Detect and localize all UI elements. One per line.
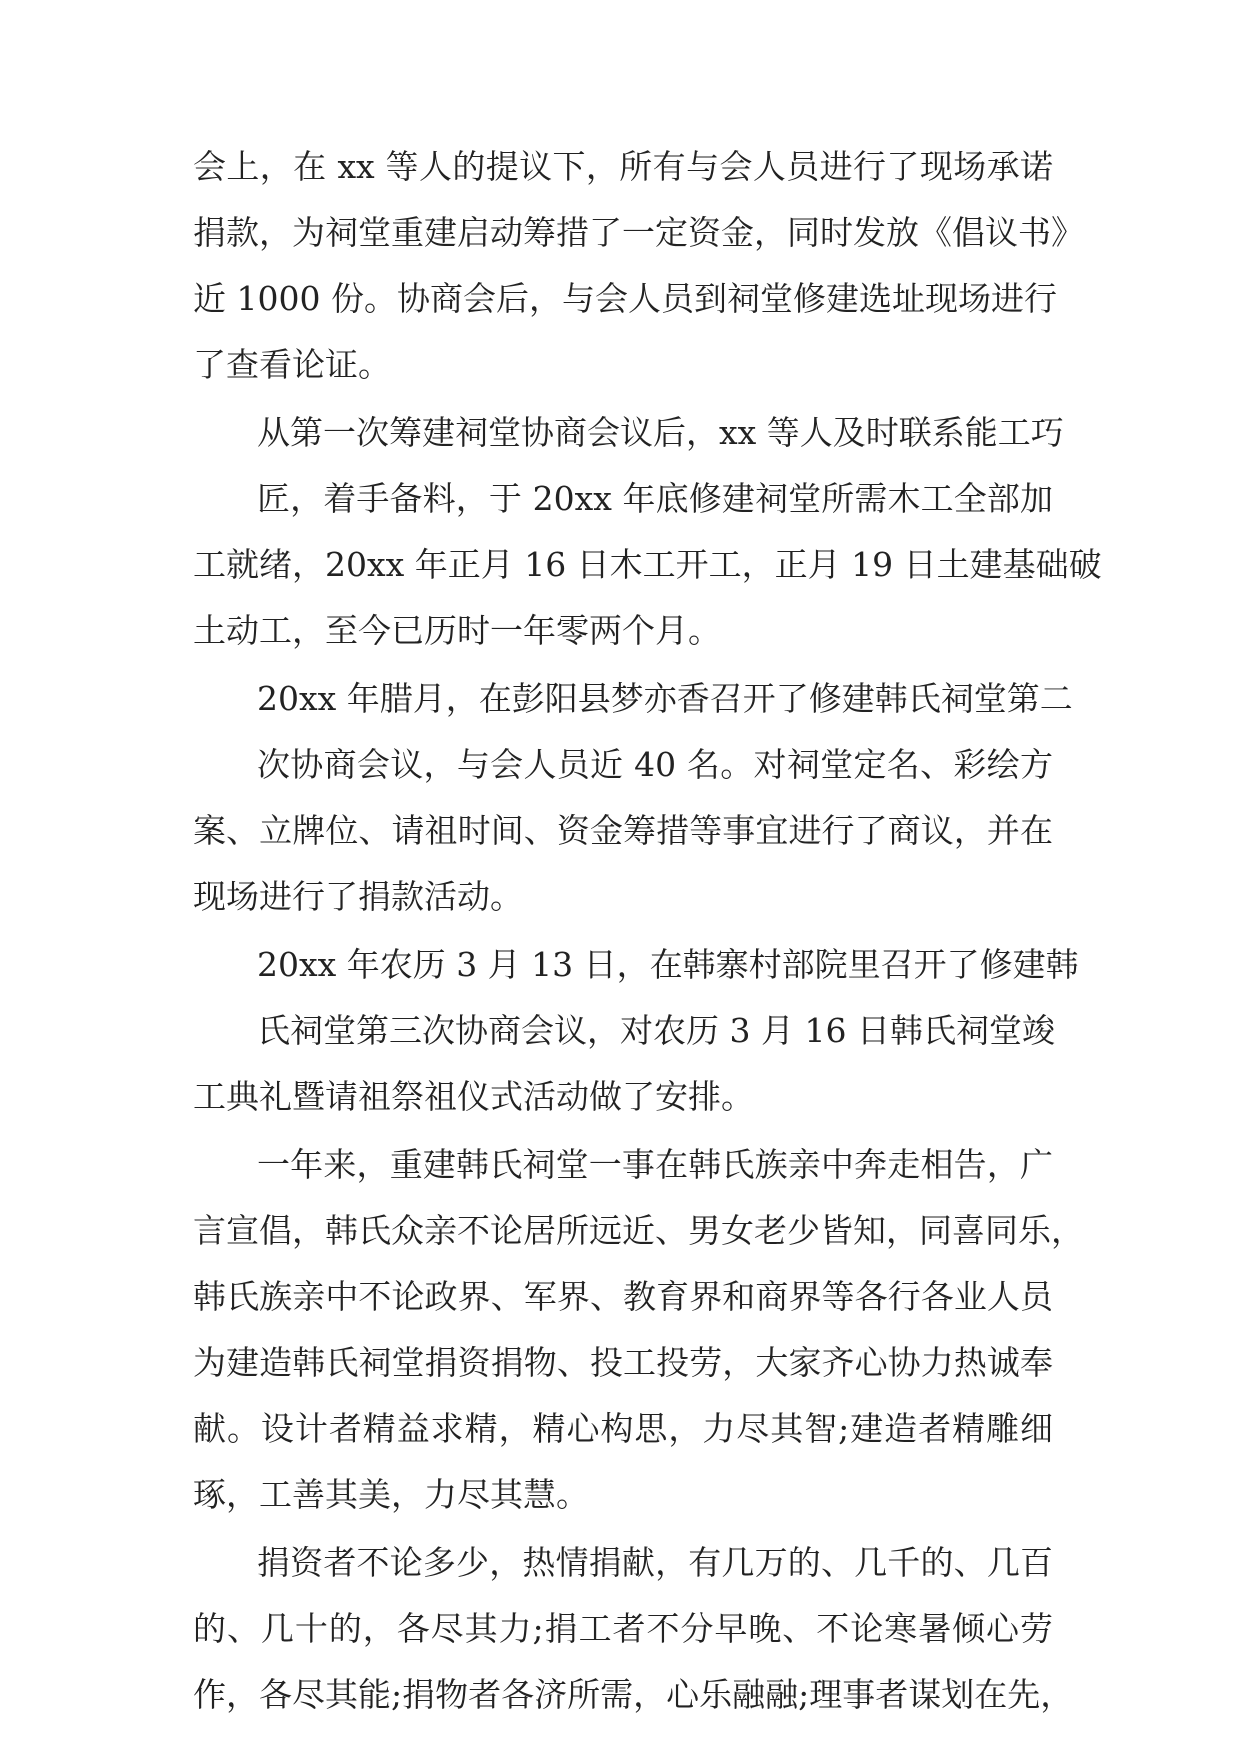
text-line: 现场进行了捐款活动。 (193, 877, 523, 916)
text-line: 次协商会议，与会人员近 40 名。对祠堂定名、彩绘方 (257, 745, 1053, 784)
text-line: 了查看论证。 (193, 345, 391, 384)
text-line: 献。设计者精益求精，精心构思，力尽其智;建造者精雕细 (193, 1409, 1053, 1448)
text-line: 会上，在 xx 等人的提议下，所有与会人员进行了现场承诺 (193, 147, 1053, 186)
text-line: 近 1000 份。协商会后，与会人员到祠堂修建选址现场进行 (193, 279, 1057, 318)
text-line: 作，各尽其能;捐物者各济所需，心乐融融;理事者谋划在先， (193, 1675, 1074, 1714)
text-line: 言宣倡，韩氏众亲不论居所远近、男女老少皆知，同喜同乐， (193, 1211, 1084, 1250)
text-line: 捐款，为祠堂重建启动筹措了一定资金，同时发放《倡议书》 (193, 213, 1084, 252)
text-line: 为建造韩氏祠堂捐资捐物、投工投劳，大家齐心协力热诚奉 (193, 1343, 1053, 1382)
text-line: 20xx 年农历 3 月 13 日，在韩寨村部院里召开了修建韩 (257, 945, 1079, 984)
text-line: 一年来，重建韩氏祠堂一事在韩氏族亲中奔走相告，广 (257, 1145, 1053, 1184)
text-line: 的、几十的，各尽其力;捐工者不分早晚、不论寒暑倾心劳 (193, 1609, 1053, 1648)
text-line: 从第一次筹建祠堂协商会议后，xx 等人及时联系能工巧 (257, 413, 1064, 452)
text-line: 琢，工善其美，力尽其慧。 (193, 1475, 589, 1514)
text-line: 匠，着手备料，于 20xx 年底修建祠堂所需木工全部加 (257, 479, 1053, 518)
text-line: 氏祠堂第三次协商会议，对农历 3 月 16 日韩氏祠堂竣 (257, 1011, 1055, 1050)
text-line: 工典礼暨请祖祭祖仪式活动做了安排。 (193, 1077, 754, 1116)
text-line: 土动工，至今已历时一年零两个月。 (193, 611, 721, 650)
text-line: 工就绪，20xx 年正月 16 日木工开工，正月 19 日土建基础破 (193, 545, 1102, 584)
text-line: 韩氏族亲中不论政界、军界、教育界和商界等各行各业人员 (193, 1277, 1053, 1316)
text-line: 捐资者不论多少，热情捐献，有几万的、几千的、几百 (257, 1543, 1053, 1582)
text-line: 案、立牌位、请祖时间、资金筹措等事宜进行了商议，并在 (193, 811, 1053, 850)
text-line: 20xx 年腊月，在彭阳县梦亦香召开了修建韩氏祠堂第二 (257, 679, 1073, 718)
